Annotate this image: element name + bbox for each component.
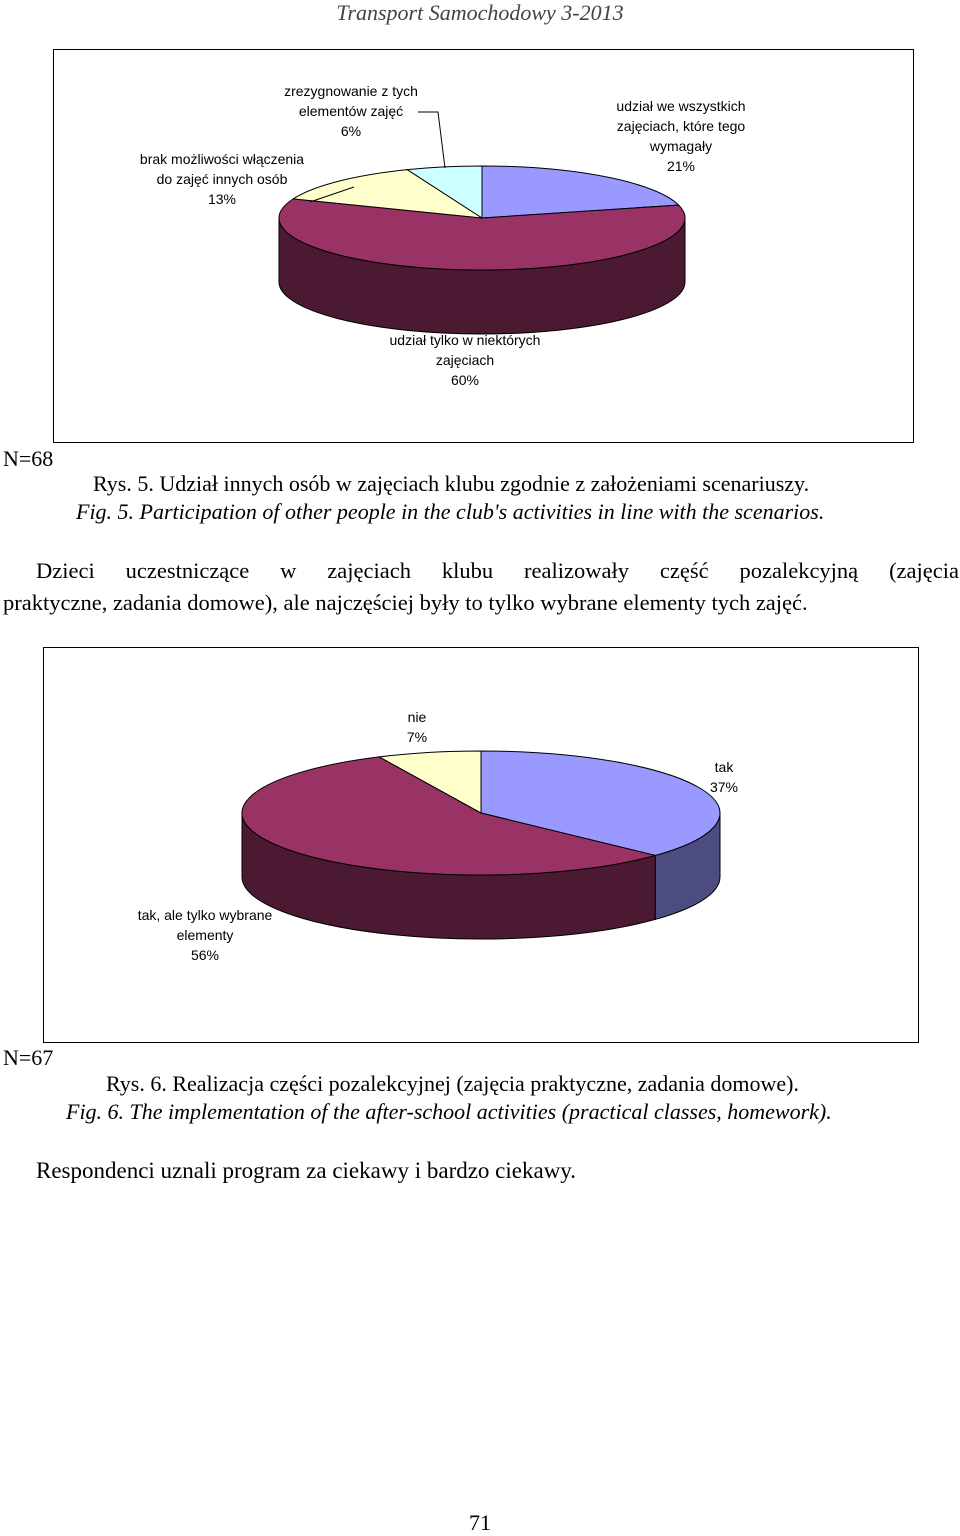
body-paragraph-line2: praktyczne, zadania domowe), ale najczęściej były to tylko wybrane elementy tych zajęć. (3, 590, 808, 615)
figure5-sample-size: N=68 (3, 446, 54, 471)
figure5-pie-chart (54, 50, 913, 442)
chart1-slice-label-3: zrezygnowanie z tych elementów zajęć 6% (284, 83, 418, 139)
body-paragraph-line1: Dzieci uczestniczące w zajęciach klubu realizowały część pozalekcyjną (zajęcia (36, 558, 959, 583)
figure5-caption-pl: Rys. 5. Udział innych osób w zajęciach klubu zgodnie z założeniami scenariuszy. (93, 471, 810, 496)
figure5-caption-en: Fig. 5. Participation of other people in the club's activities in line with the scenarios. (76, 499, 825, 524)
figure6-caption-pl: Rys. 6. Realizacja części pozalekcyjnej (zajęcia praktyczne, zadania domowe). (106, 1071, 799, 1096)
body-paragraph (3, 555, 959, 619)
chart2-slice-label-2: nie 7% (406, 709, 428, 745)
page-number: 71 (469, 1510, 491, 1535)
chart2-slice-label-0: tak 37% (709, 759, 739, 795)
chart2-slice-label-1: tak, ale tylko wybrane elementy 56% (137, 907, 273, 963)
chart1-slice-label-0: udział we wszystkich zajęciach, które tego wymagały 21% (616, 98, 746, 174)
figure6-chart-area (43, 647, 919, 1043)
figure6-sample-size: N=67 (3, 1045, 54, 1070)
chart1-leader-line-3 (418, 112, 445, 168)
closing-paragraph: Respondenci uznali program za ciekawy i bardzo ciekawy. (36, 1158, 577, 1183)
chart1-slice-label-2: brak możliwości włączenia do zajęć innych osób 13% (139, 151, 305, 207)
figure6-pie-chart (44, 648, 918, 1042)
figure5-chart-area (53, 49, 914, 443)
figure6-caption-en: Fig. 6. The implementation of the after-school activities (practical classes, homework). (66, 1099, 832, 1124)
journal-header: Transport Samochodowy 3-2013 (336, 0, 624, 25)
chart1-slice-label-1: udział tylko w niektórych zajęciach 60% (389, 332, 541, 388)
